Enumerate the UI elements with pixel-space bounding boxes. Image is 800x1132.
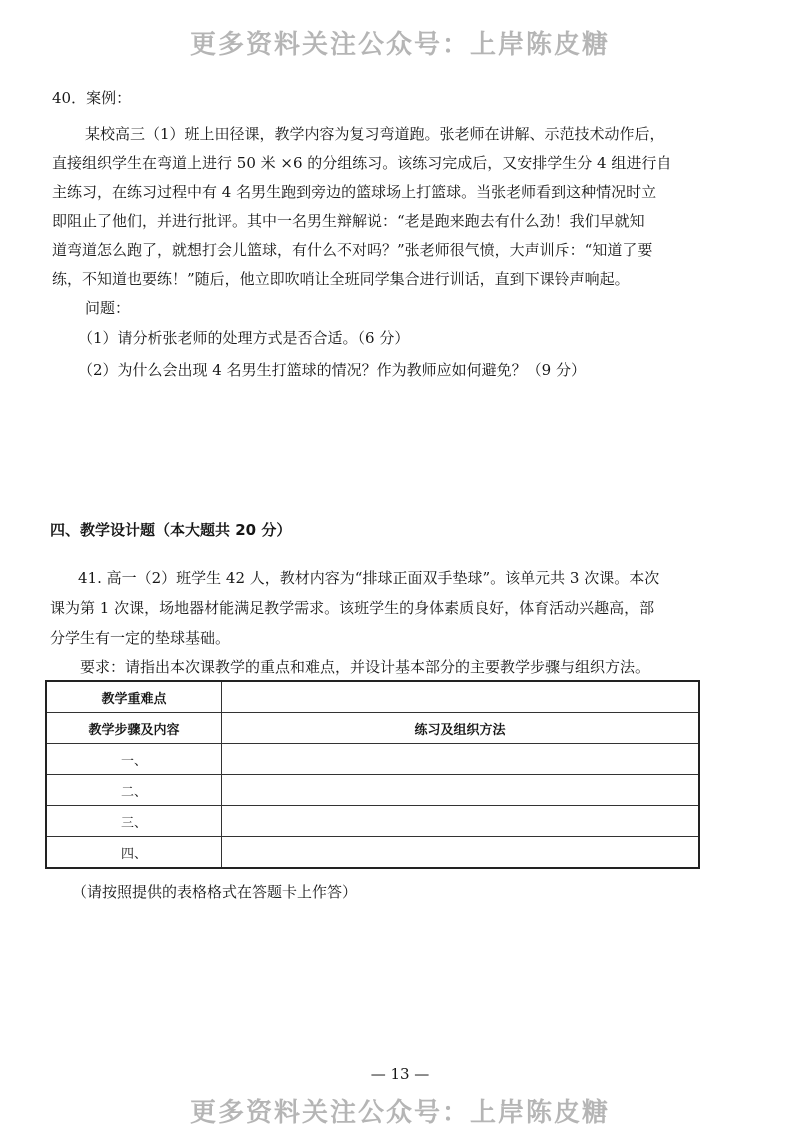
table-row	[46, 681, 699, 713]
table-row	[46, 744, 699, 775]
teaching-design-table	[45, 680, 700, 869]
table-row	[46, 806, 699, 837]
method-cell	[222, 806, 700, 837]
q40-subquestion-2: （2）为什么会出现 4 名男生打篮球的情况？作为教师应如何避免？（9 分）	[78, 361, 586, 379]
key-points-label: 教学重难点	[46, 681, 222, 713]
methods-header: 练习及组织方法	[222, 713, 700, 744]
step-number: 四、	[46, 837, 222, 869]
answer-note: （请按照提供的表格格式在答题卡上作答）	[72, 883, 358, 901]
step-number: 三、	[46, 806, 222, 837]
step-number: 二、	[46, 775, 222, 806]
q41-paragraph-line: 分学生有一定的垫球基础。	[50, 629, 231, 647]
watermark-top: 更多资料关注公众号：上岸陈皮糖	[189, 30, 610, 60]
q40-paragraph-line: 主练习，在练习过程中有 4 名男生跑到旁边的篮球场上打篮球。当张老师看到这种情况时立	[52, 183, 657, 201]
steps-header: 教学步骤及内容	[46, 713, 222, 744]
q40-paragraph-line: 即阻止了他们，并进行批评。其中一名男生辩解说：“老是跑来跑去有什么劲！我们早就知	[52, 212, 645, 230]
q41-paragraph-line: 41. 高一（2）班学生 42 人，教材内容为“排球正面双手垫球”。该单元共 3 次课。本次	[78, 569, 660, 587]
method-cell	[222, 837, 700, 869]
q40-paragraph-line: 直接组织学生在弯道上进行 50 米 ×6 的分组练习。该练习完成后，又安排学生分 4 组进行自	[52, 154, 672, 172]
method-cell	[222, 775, 700, 806]
q40-subquestion-1: （1）请分析张老师的处理方式是否合适。（6 分）	[78, 329, 410, 347]
q40-paragraph-line: 道弯道怎么跑了，就想打会儿篮球，有什么不对吗？”张老师很气愤，大声训斥：“知道了要	[52, 241, 653, 259]
q40-paragraph-line: 练，不知道也要练！”随后，他立即吹哨让全班同学集合进行训话，直到下课铃声响起。	[52, 270, 630, 288]
table-row	[46, 713, 699, 744]
watermark-bottom: 更多资料关注公众号：上岸陈皮糖	[189, 1098, 610, 1128]
step-number: 一、	[46, 744, 222, 775]
q41-requirement: 要求：请指出本次课教学的重点和难点，并设计基本部分的主要教学步骤与组织方法。	[80, 658, 651, 676]
section-heading: 四、教学设计题（本大题共 20 分）	[50, 521, 292, 539]
table-row	[46, 837, 699, 869]
key-points-cell	[222, 681, 700, 713]
q40-question-label: 问题：	[85, 299, 131, 317]
method-cell	[222, 744, 700, 775]
table-row	[46, 775, 699, 806]
q40-title: 40．案例：	[52, 89, 132, 107]
q41-paragraph-line: 课为第 1 次课，场地器材能满足教学需求。该班学生的身体素质良好，体育活动兴趣高，部	[50, 599, 655, 617]
q40-paragraph-line: 某校高三（1）班上田径课，教学内容为复习弯道跑。张老师在讲解、示范技术动作后，	[85, 125, 665, 143]
page-number: — 13 —	[370, 1065, 430, 1083]
